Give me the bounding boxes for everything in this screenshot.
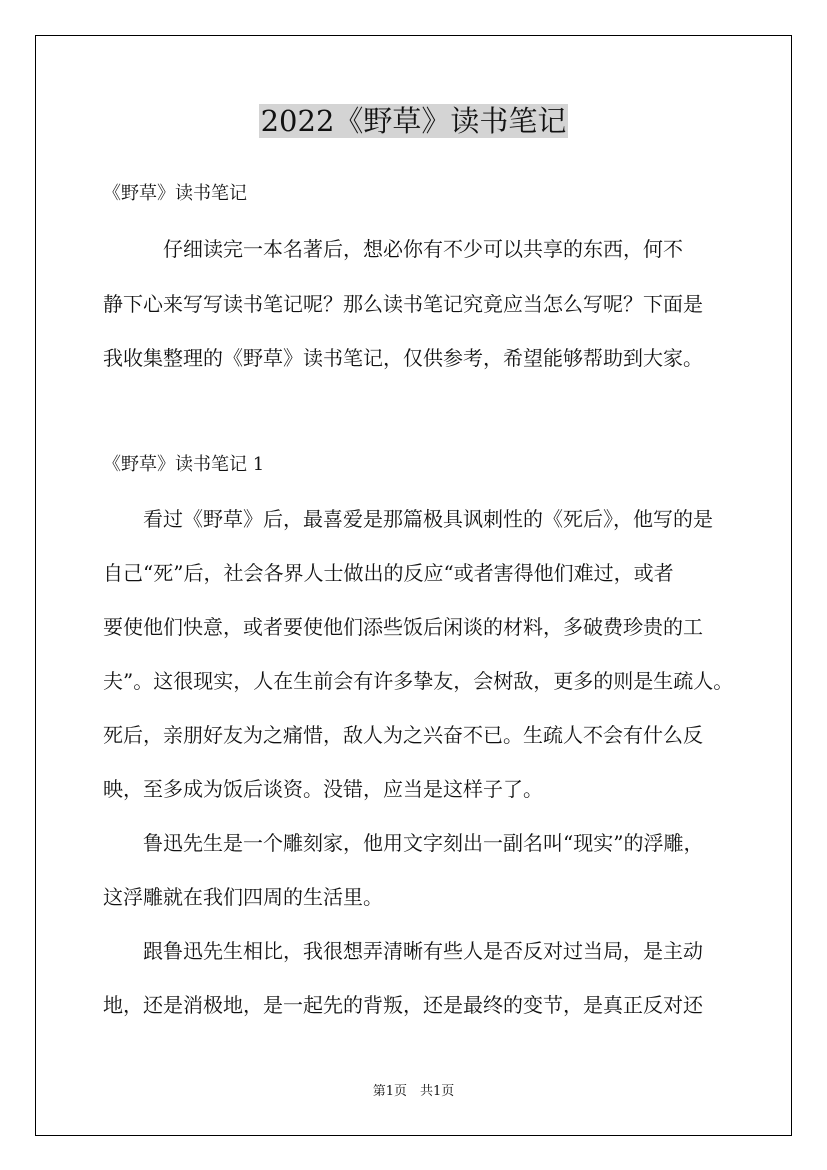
- intro-line: 我收集整理的《野草》读书笔记，仅供参考，希望能够帮助到大家。: [103, 346, 703, 370]
- section-heading: 《野草》读书笔记 1: [103, 454, 265, 475]
- intro-line: 静下心来写写读书笔记呢？那么读书笔记究竟应当怎么写呢？下面是: [103, 292, 703, 316]
- body-line: 要使他们快意，或者要使他们添些饭后闲谈的材料，多破费珍贵的工: [103, 615, 703, 639]
- body-line: 死后，亲朋好友为之痛惜，敌人为之兴奋不已。生疏人不会有什么反: [103, 723, 703, 747]
- body-line: 夫”。这很现实，人在生前会有许多挚友，会树敌，更多的则是生疏人。: [103, 669, 734, 693]
- intro-line: 仔细读完一本名著后，想必你有不少可以共享的东西，何不: [103, 237, 683, 261]
- page-footer: 第1页 共1页: [372, 1084, 455, 1099]
- body-line: 跟鲁迅先生相比，我很想弄清晰有些人是否反对过当局，是主动: [103, 939, 703, 963]
- body-line: 映，至多成为饭后谈资。没错，应当是这样子了。: [103, 777, 543, 801]
- body-line: 这浮雕就在我们四周的生活里。: [103, 885, 383, 909]
- document-title-text: 2022《野草》读书笔记: [260, 104, 567, 138]
- body-line: 自己“死”后，社会各界人士做出的反应“或者害得他们难过，或者: [103, 561, 674, 585]
- body-line: 地，还是消极地，是一起先的背叛，还是最终的变节，是真正反对还: [103, 993, 703, 1017]
- body-line: 看过《野草》后，最喜爱是那篇极具讽刺性的《死后》，他写的是: [103, 507, 713, 531]
- document-subtitle: 《野草》读书笔记: [103, 183, 247, 204]
- body-line: 鲁迅先生是一个雕刻家，他用文字刻出一副名叫“现实”的浮雕，: [103, 831, 704, 855]
- document-title: [0, 100, 827, 142]
